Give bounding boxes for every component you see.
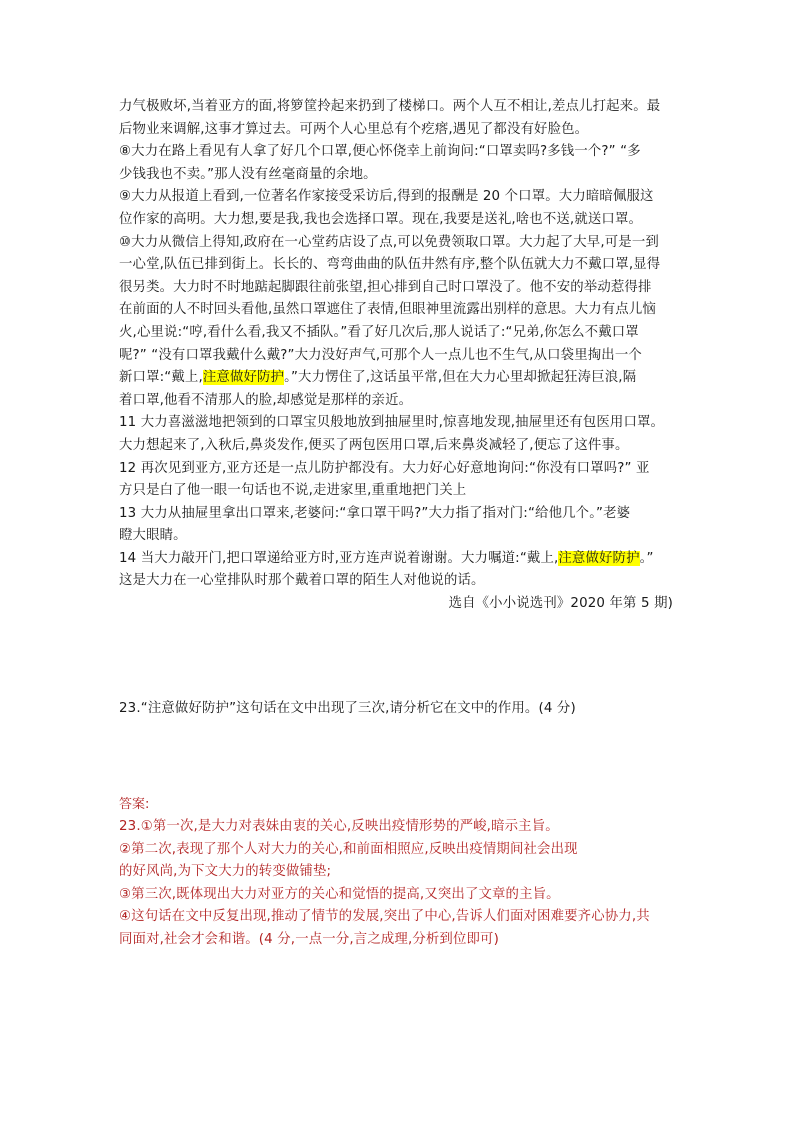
story-line: 瞪大眼睛。 <box>119 528 187 544</box>
answer-line: ③第三次,既体现出大力对亚方的关心和觉悟的提高,又突出了文章的主旨。 <box>119 886 560 902</box>
story-line: ⑩大力从微信上得知,政府在一心堂药店设了点,可以免费领取口罩。大力起了大早,可是一到 <box>119 234 659 250</box>
story-line: 11 大力喜滋滋地把领到的口罩宝贝般地放到抽屉里时,惊喜地发现,抽屉里还有包医用口罩。 <box>119 415 665 431</box>
story-line: 火,心里说:“哼,看什么看,我又不插队。”看了好几次后,那人说话了:“兄弟,你怎么不戴口罩 <box>119 324 639 340</box>
story-line: 这是大力在一心堂排队时那个戴着口罩的陌生人对他说的话。 <box>119 573 485 589</box>
story-text-segment: 新口罩:“戴上, <box>119 370 203 386</box>
story-line: 13 大力从抽屉里拿出口罩来,老婆问:“拿口罩干吗?”大力指了指对门:“给他几个。”老婆 <box>119 505 631 521</box>
story-line: ⑨大力从报道上看到,一位著名作家接受采访后,得到的报酬是 20 个口罩。大力暗暗佩服这 <box>119 189 654 205</box>
highlighted-phrase: 注意做好防护 <box>558 550 640 566</box>
story-line: ⑧大力在路上看见有人拿了好几个口罩,便心怀侥幸上前询问:“口罩卖吗?多钱一个?” “多 <box>119 144 641 160</box>
answer-line: 同面对,社会才会和谐。(4 分,一点一分,言之成理,分析到位即可) <box>119 931 499 947</box>
story-text-segment: 。”大力愣住了,这话虽平常,但在大力心里却掀起狂涛巨浪,隔 <box>284 370 637 386</box>
story-line-highlighted <box>119 367 679 390</box>
story-line: 大力想起来了,入秋后,鼻炎发作,便买了两包医用口罩,后来鼻炎减轻了,便忘了这件事。 <box>119 437 629 453</box>
highlighted-phrase: 注意做好防护 <box>202 370 285 386</box>
story-line: 在前面的人不时回头看他,虽然口罩遮住了表情,但眼神里流露出别样的意思。大力有点儿恼 <box>119 302 656 318</box>
story-text-segment: 。” <box>639 550 654 566</box>
answer-line: 的好风尚,为下文大力的转变做铺垫; <box>119 864 332 880</box>
answer-section <box>119 794 689 952</box>
question-text: 23.“注意做好防护”这句话在文中出现了三次,请分析它在文中的作用。(4 分) <box>119 701 576 716</box>
story-line: 一心堂,队伍已排到街上。长长的、弯弯曲曲的队伍井然有序,整个队伍就大力不戴口罩,显得 <box>119 257 661 273</box>
story-line: 方只是白了他一眼一句话也不说,走进家里,重重地把门关上 <box>119 483 467 499</box>
answer-heading: 答案: <box>119 797 150 812</box>
story-text <box>119 96 679 616</box>
answer-line: 23.①第一次,是大力对表妹由衷的关心,反映出疫情形势的严峻,暗示主旨。 <box>119 819 559 834</box>
story-line: 力气极败坏,当着亚方的面,将箩筐拎起来扔到了楼梯口。两个人互不相让,差点儿打起来。最 <box>119 99 661 114</box>
story-line: 12 再次见到亚方,亚方还是一点儿防护都没有。大力好心好意地询问:“你没有口罩吗?” 亚 <box>119 460 650 476</box>
story-text-segment: 14 当大力敲开门,把口罩递给亚方时,亚方连声说着谢谢。大力嘱道:“戴上, <box>119 550 559 566</box>
story-line: 后物业来调解,这事才算过去。可两个人心里总有个疙瘩,遇见了都没有好脸色。 <box>119 121 589 137</box>
source-citation: 选自《小小说选刊》2020 年第 5 期) <box>448 596 673 612</box>
story-line: 很另类。大力时不时地踮起脚跟往前张望,担心排到自己时口罩没了。他不安的举动惹得排 <box>119 279 652 295</box>
story-line: 呢?” “没有口罩我戴什么戴?”大力没好声气,可那个人一点儿也不生气,从口袋里掏出一个 <box>119 347 642 363</box>
story-line: 着口罩,他看不清那人的脸,却感觉是那样的亲近。 <box>119 392 413 408</box>
answer-line: ④这句话在文中反复出现,推动了情节的发展,突出了中心,告诉人们面对困难要齐心协力,共 <box>119 909 650 925</box>
story-line: 少钱我也不卖。”那人没有丝毫商量的余地。 <box>119 166 377 182</box>
question-23 <box>119 698 679 721</box>
story-line-highlighted <box>119 548 679 571</box>
story-line: 位作家的高明。大力想,要是我,我也会选择口罩。现在,我要是送礼,啥也不送,就送口罩。 <box>119 211 643 227</box>
answer-line: ②第二次,表现了那个人对大力的关心,和前面相照应,反映出疫情期间社会出现 <box>119 841 578 857</box>
